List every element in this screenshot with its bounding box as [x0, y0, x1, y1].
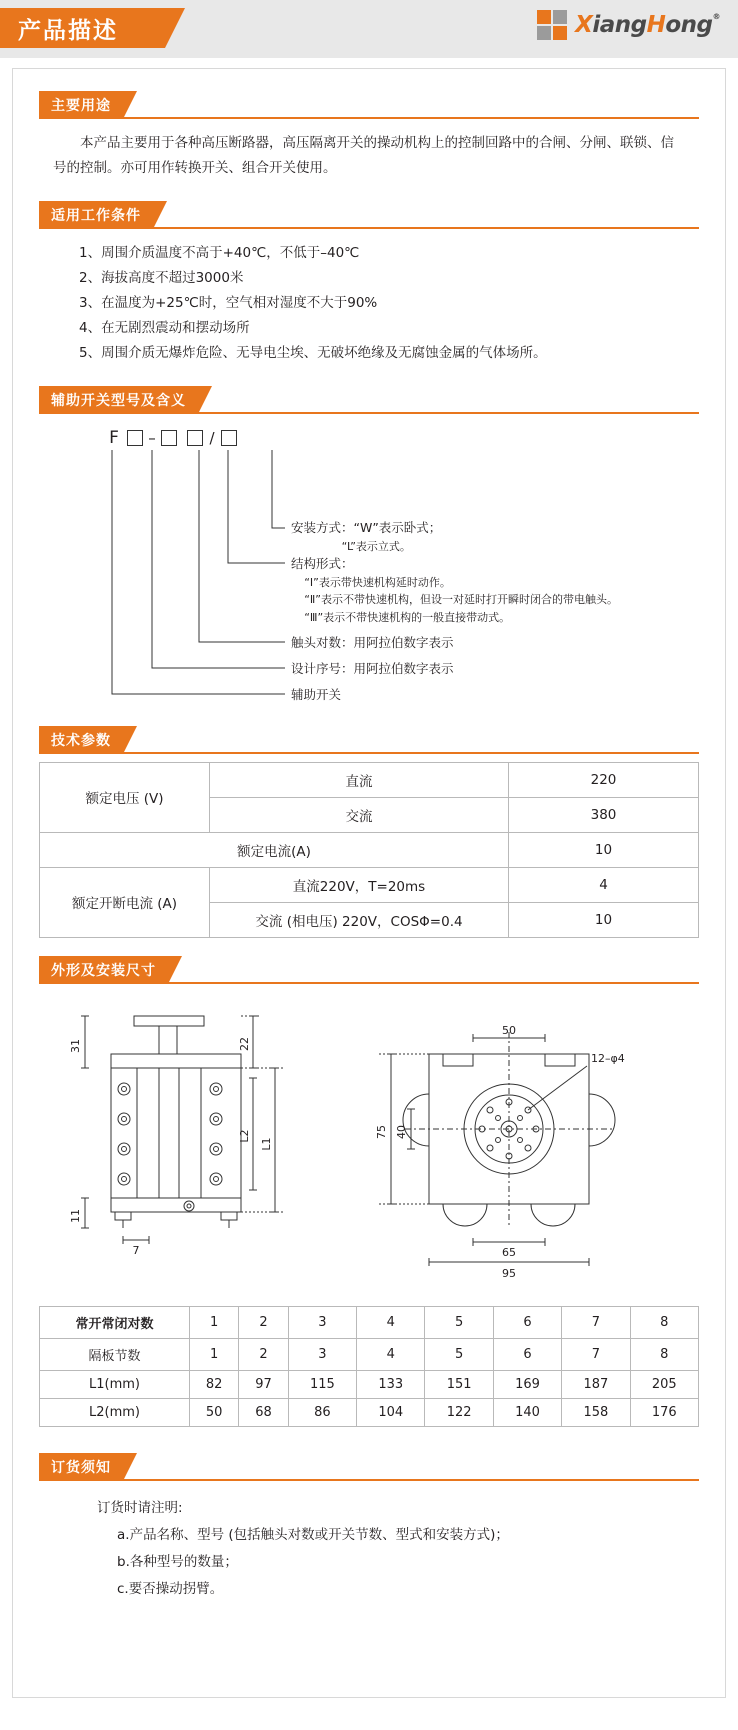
- model-label-structure-main: 结构形式：: [291, 555, 354, 571]
- section-header-tech: [39, 726, 699, 754]
- section-rule: [39, 752, 699, 754]
- dims-cell: 3: [288, 1338, 356, 1370]
- logo-iang: iang: [592, 12, 647, 38]
- dims-cell: 133: [357, 1370, 425, 1398]
- dims-cell: 7: [562, 1338, 630, 1370]
- dim-7: 7: [132, 1243, 140, 1257]
- section-purpose: [39, 91, 699, 195]
- logo-squares-icon: [535, 8, 569, 42]
- dims-header-cell: 6: [493, 1306, 561, 1338]
- condition-item: 4、在无剧烈震动和摆动场所: [79, 319, 250, 336]
- dims-cell: 5: [425, 1338, 493, 1370]
- condition-item: 1、周围介质温度不高于+40℃，不低于–40℃: [79, 244, 360, 261]
- model-label-structure-sub1: “Ⅰ”表示带快速机构延时动作。: [304, 575, 451, 589]
- condition-item: 2、海拔高度不超过3000米: [79, 269, 244, 286]
- page-header: [0, 0, 738, 58]
- model-label-structure-sub2: “Ⅱ”表示不带快速机构，但设一对延时打开瞬时闭合的带电触头。: [304, 593, 618, 607]
- dims-row-label: 隔板节数: [40, 1338, 190, 1370]
- dim-75: 75: [375, 1124, 388, 1139]
- dims-row-label: L2(mm): [40, 1398, 190, 1426]
- model-label-aux-switch: 辅助开关: [291, 686, 342, 702]
- logo-registered: ®: [712, 12, 720, 21]
- section-title-dimensions: 外形及安装尺寸: [39, 956, 168, 984]
- dims-cell: 140: [493, 1398, 561, 1426]
- section-tech-params: [39, 726, 699, 938]
- dims-cell: 4: [357, 1338, 425, 1370]
- section-header-purpose: [39, 91, 699, 119]
- logo-x: X: [575, 12, 593, 38]
- dim-22: 22: [238, 1036, 251, 1051]
- section-header-dimensions: [39, 956, 699, 984]
- model-label-mounting: [291, 518, 441, 556]
- tech-breaking-label: 额定开断电流 (A): [40, 867, 210, 937]
- dims-header-cell: 5: [425, 1306, 493, 1338]
- purpose-text: 本产品主要用于各种高压断路器，高压隔离开关的操动机构上的控制回路中的合闸、分闸、联锁、信号的控制。亦可用作转换开关、组合开关使用。: [53, 135, 674, 176]
- dims-cell: 2: [239, 1338, 288, 1370]
- tech-break-ac-label: 交流 (相电压) 220V，COSΦ=0.4: [210, 902, 509, 937]
- section-title-order: 订货须知: [39, 1453, 123, 1481]
- tech-break-dc-value: 4: [509, 867, 699, 902]
- dims-cell: 97: [239, 1370, 288, 1398]
- dims-cell: 8: [630, 1338, 698, 1370]
- model-label-design-serial: 设计序号：用阿拉伯数字表示: [291, 660, 454, 676]
- section-conditions: [39, 201, 699, 380]
- dims-header-cell: 常开常闭对数: [40, 1306, 190, 1338]
- table-row: [40, 1370, 699, 1398]
- order-line: b.各种型号的数量；: [117, 1553, 238, 1570]
- dims-header-cell: 3: [288, 1306, 356, 1338]
- logo-wordmark: [575, 12, 720, 38]
- dims-cell: 176: [630, 1398, 698, 1426]
- section-body-conditions: [39, 233, 699, 380]
- dims-cell: 205: [630, 1370, 698, 1398]
- dims-header-cell: 8: [630, 1306, 698, 1338]
- dims-cell: 86: [288, 1398, 356, 1426]
- dim-65: 65: [502, 1245, 516, 1259]
- tech-ac-value: 380: [509, 797, 699, 832]
- dim-50: 50: [502, 1023, 516, 1037]
- section-rule: [39, 1479, 699, 1481]
- table-row: [40, 1306, 699, 1338]
- table-row: [40, 867, 699, 902]
- dims-header-cell: 7: [562, 1306, 630, 1338]
- dims-cell: 169: [493, 1370, 561, 1398]
- dimensions-table: [39, 1306, 699, 1427]
- dims-row-label: L1(mm): [40, 1370, 190, 1398]
- condition-item: 5、周围介质无爆炸危险、无导电尘埃、无破坏绝缘及无腐蚀金属的气体场所。: [79, 344, 547, 361]
- dims-cell: 115: [288, 1370, 356, 1398]
- section-rule: [39, 117, 699, 119]
- section-header-model-code: [39, 386, 699, 414]
- dims-cell: 104: [357, 1398, 425, 1426]
- model-dash: –: [148, 428, 156, 447]
- dim-40: 40: [395, 1124, 408, 1139]
- section-rule: [39, 412, 699, 414]
- tech-dc-label: 直流: [210, 762, 509, 797]
- section-title-conditions: 适用工作条件: [39, 201, 153, 229]
- dims-cell: 82: [190, 1370, 239, 1398]
- tech-current-value: 10: [509, 832, 699, 867]
- table-row: [40, 1338, 699, 1370]
- model-code-diagram: [39, 420, 699, 720]
- dims-cell: 50: [190, 1398, 239, 1426]
- tech-break-dc-label: 直流220V，T=20ms: [210, 867, 509, 902]
- dims-cell: 68: [239, 1398, 288, 1426]
- dims-cell: 187: [562, 1370, 630, 1398]
- tech-ac-label: 交流: [210, 797, 509, 832]
- dimension-drawing: [39, 994, 699, 1294]
- tech-break-ac-value: 10: [509, 902, 699, 937]
- dim-31: 31: [69, 1038, 82, 1053]
- page-title: 产品描述: [0, 8, 165, 48]
- dims-cell: 158: [562, 1398, 630, 1426]
- dims-header-cell: 1: [190, 1306, 239, 1338]
- section-rule: [39, 982, 699, 984]
- dims-header-cell: 2: [239, 1306, 288, 1338]
- section-dimensions: [39, 956, 699, 1427]
- section-body-purpose: [39, 123, 699, 195]
- section-order-notice: [39, 1453, 699, 1609]
- dim-11: 11: [69, 1208, 82, 1223]
- section-model-code: [39, 386, 699, 720]
- dim-L1: L1: [260, 1137, 273, 1151]
- model-letter-f: F: [109, 427, 119, 448]
- model-label-mounting-main: 安装方式：“W”表示卧式；: [291, 519, 442, 535]
- section-header-conditions: [39, 201, 699, 229]
- dims-cell: 151: [425, 1370, 493, 1398]
- section-body-order: [39, 1485, 699, 1609]
- dim-L2: L2: [238, 1129, 251, 1143]
- logo-h: H: [646, 12, 666, 38]
- order-line: a.产品名称、型号 (包括触头对数或开关节数、型式和安装方式)；: [117, 1526, 509, 1543]
- dim-95: 95: [502, 1266, 516, 1280]
- tech-voltage-label: 额定电压 (V): [40, 762, 210, 832]
- order-line: c.要否操动拐臂。: [117, 1580, 224, 1597]
- table-row: [40, 832, 699, 867]
- model-label-contact-pairs: 触头对数：用阿拉伯数字表示: [291, 634, 454, 650]
- tech-current-label: 额定电流(A): [40, 832, 509, 867]
- dims-cell: 6: [493, 1338, 561, 1370]
- dim-12-phi-4: 12–φ4: [591, 1051, 625, 1065]
- dims-cell: 1: [190, 1338, 239, 1370]
- section-rule: [39, 227, 699, 229]
- model-slash: /: [209, 428, 215, 447]
- model-label-structure: [291, 554, 618, 627]
- content-frame: [12, 68, 726, 1698]
- dims-header-cell: 4: [357, 1306, 425, 1338]
- section-title-tech: 技术参数: [39, 726, 123, 754]
- section-title-model-code: 辅助开关型号及含义: [39, 386, 198, 414]
- table-row: [40, 762, 699, 797]
- condition-item: 3、在温度为+25℃时，空气相对湿度不大于90%: [79, 294, 378, 311]
- brand-logo: [535, 8, 720, 42]
- model-label-mounting-sub: “L”表示立式。: [341, 539, 411, 553]
- tech-dc-value: 220: [509, 762, 699, 797]
- section-title-purpose: 主要用途: [39, 91, 123, 119]
- table-row: [40, 1398, 699, 1426]
- tech-params-table: [39, 762, 699, 938]
- section-header-order: [39, 1453, 699, 1481]
- logo-ong: ong: [665, 12, 713, 38]
- order-line: 订货时请注明:: [97, 1499, 183, 1516]
- model-label-structure-sub3: “Ⅲ”表示不带快速机构的一般直接带动式。: [304, 610, 511, 624]
- dims-cell: 122: [425, 1398, 493, 1426]
